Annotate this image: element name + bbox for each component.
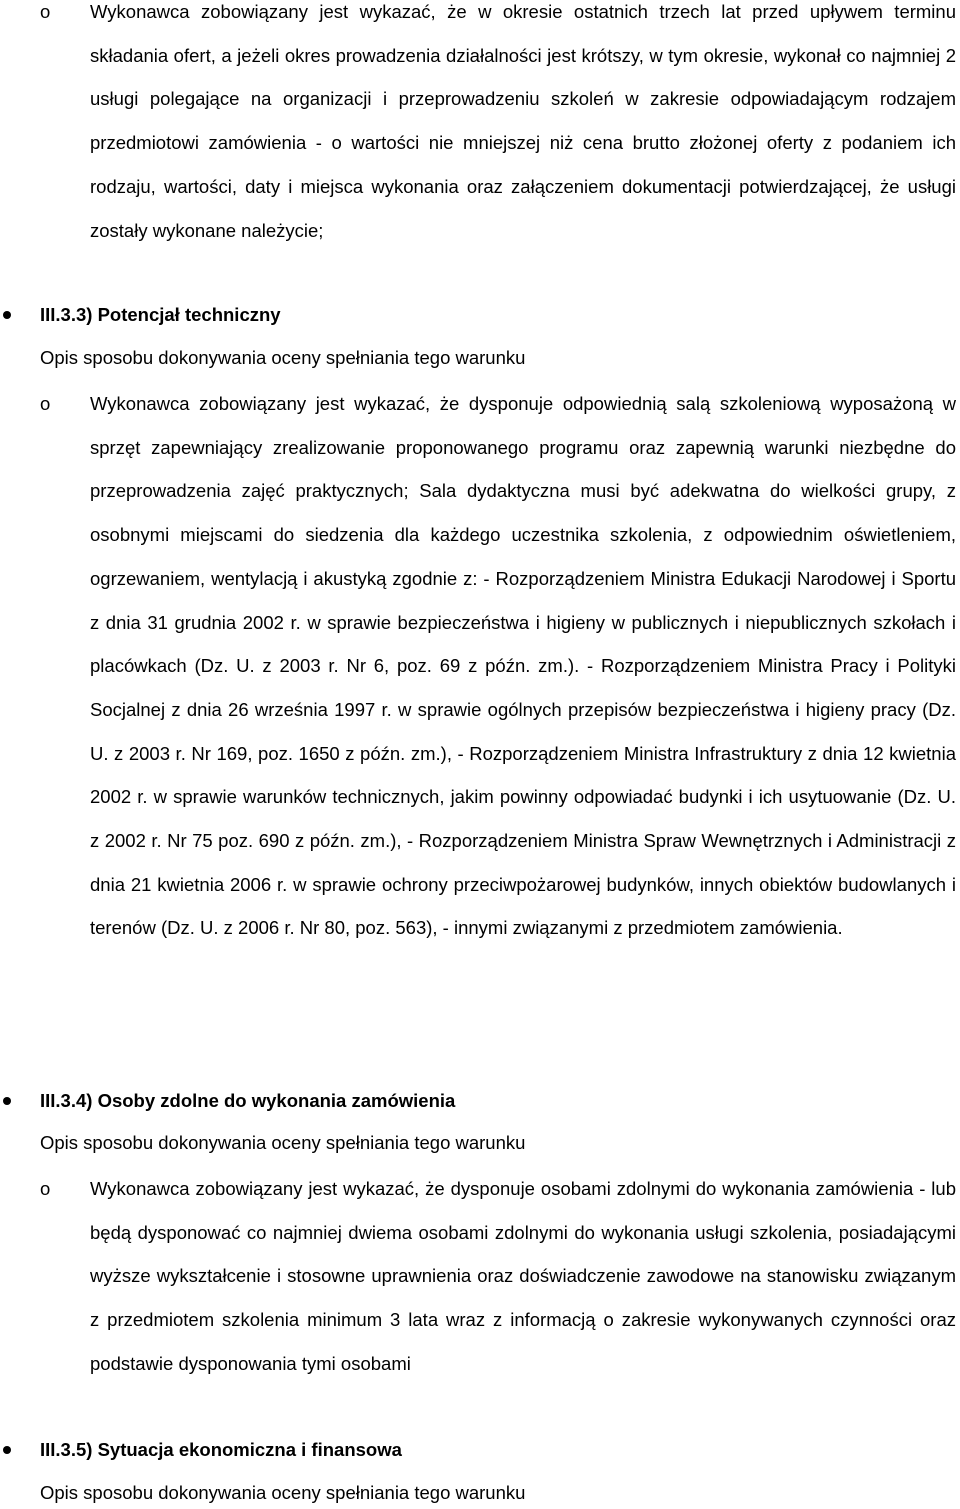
list-marker: o (40, 1, 51, 22)
personnel-requirement-text: Wykonawca zobowiązany jest wykazać, że dysponuje osobami zdolnymi do wykonania zamówienia - lub będą dysponować co najmniej dwiema osobami zdolnymi do wykonania usługi szkolenia, posiadającymi wyższe wykształcenie i stosowne uprawnienia oraz doświadczenie zawodowe na stanowisku związanym z przedmiotem szkolenia minimum 3 lata wraz z informacją o zakresie wykonywanych czynności oraz podstawie dysponowania tymi osobami (90, 1178, 956, 1374)
bullet-icon (3, 1446, 11, 1454)
personnel-requirement-item (0, 1167, 960, 1386)
assessment-subheading: Opis sposobu dokonywania oceny spełniania tego warunku (40, 1132, 526, 1153)
list-marker: o (40, 1178, 51, 1199)
list-marker: o (40, 393, 51, 414)
bullet-icon (3, 1097, 11, 1105)
section-heading-technical: III.3.3) Potencjał techniczny (40, 304, 281, 325)
experience-requirement-text: Wykonawca zobowiązany jest wykazać, że w okresie ostatnich trzech lat przed upływem terminu składania ofert, a jeżeli okres prowadzenia działalności jest krótszy, w tym okresie, wykonał co najmniej 2 usługi polegające na organizacji i przeprowadzeniu szkoleń w zakresie odpowiadającym rodzajem przedmiotowi zamówienia - o wartości nie mniejszej niż cena brutto złożonej oferty z podaniem ich rodzaju, wartości, daty i miejsca wykonania oraz załączeniem dokumentacji potwierdzającej, że usługi zostały wykonane należycie; (90, 1, 956, 241)
section-heading-row (0, 300, 960, 332)
assessment-subheading: Opis sposobu dokonywania oceny spełniania tego warunku (40, 347, 526, 368)
experience-requirement-item (0, 0, 960, 252)
assessment-subheading: Opis sposobu dokonywania oceny spełniania tego warunku (40, 1482, 526, 1503)
section-heading-personnel: III.3.4) Osoby zdolne do wykonania zamówienia (40, 1090, 456, 1111)
section-heading-row (0, 1435, 960, 1467)
section-heading-financial: III.3.5) Sytuacja ekonomiczna i finansowa (40, 1439, 402, 1460)
technical-requirement-item (0, 382, 960, 950)
technical-requirement-text: Wykonawca zobowiązany jest wykazać, że dysponuje odpowiednią salą szkoleniową wyposażoną w sprzęt zapewniający zrealizowanie proponowanego programu oraz zapewnią warunki niezbędne do przeprowadzenia zajęć praktycznych; Sala dydaktyczna musi być adekwatna do wielkości grupy, z osobnymi miejscami do siedzenia dla każdego uczestnika szkolenia, z odpowiednim oświetleniem, ogrzewaniem, wentylacją i akustyką zgodnie z: - Rozporządzeniem Ministra Edukacji Narodowej i Sportu z dnia 31 grudnia 2002 r. w sprawie bezpieczeństwa i higieny w publicznych i niepublicznych szkołach i placówkach (Dz. U. z 2003 r. Nr 6, poz. 69 z późn. zm.). - Rozporządzeniem Ministra Pracy i Polityki Socjalnej z dnia 26 września 1997 r. w sprawie ogólnych przepisów bezpieczeństwa i higieny pracy (Dz. U. z 2003 r. Nr 169, poz. 1650 z późn. zm.), - Rozporządzeniem Ministra Infrastruktury z dnia 12 kwietnia 2002 r. w sprawie warunków technicznych, jakim powinny odpowiadać budynki i ich usytuowanie (Dz. U. z 2002 r. Nr 75 poz. 690 z późn. zm.), - Rozporządzeniem Ministra Spraw Wewnętrznych i Administracji z dnia 21 kwietnia 2006 r. w sprawie ochrony przeciwpożarowej budynków, innych obiektów budowlanych i terenów (Dz. U. z 2006 r. Nr 80, poz. 563), - innymi związanymi z przedmiotem zamówienia. (90, 393, 956, 939)
bullet-icon (3, 311, 11, 319)
section-heading-row (0, 1086, 960, 1118)
